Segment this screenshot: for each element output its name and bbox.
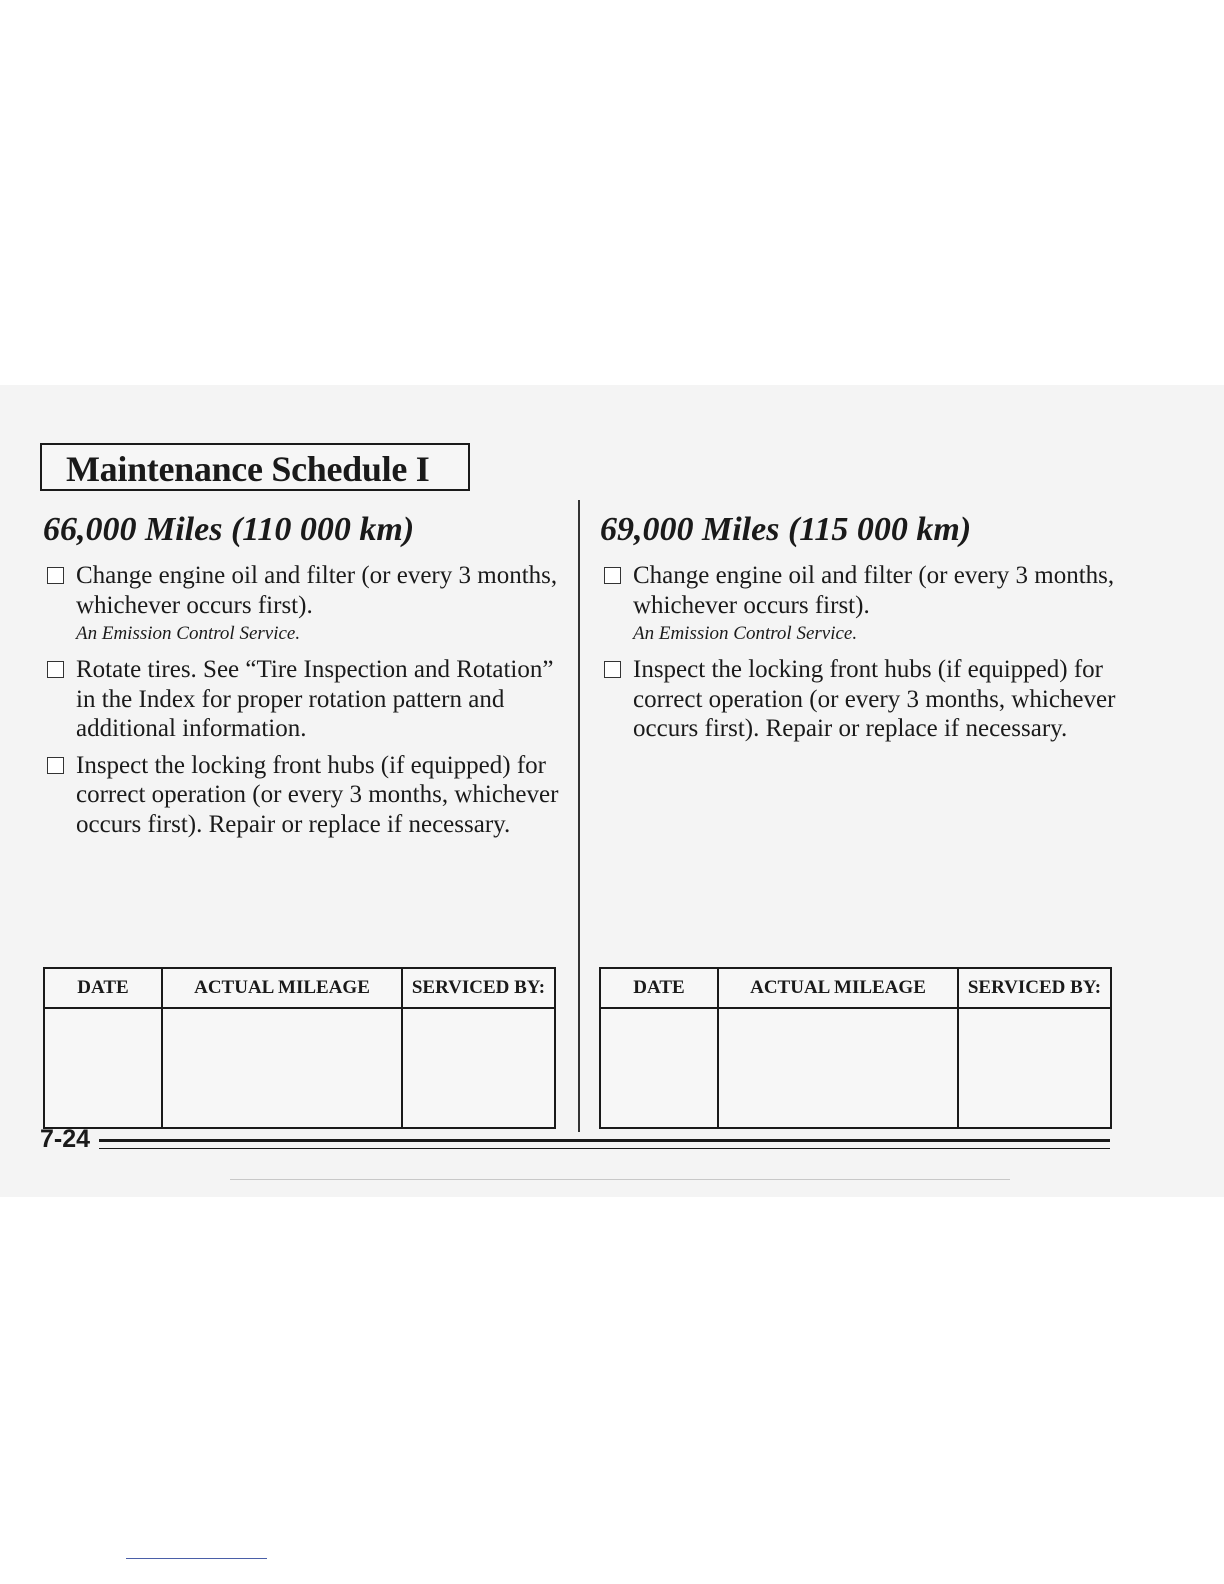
serviced-by-header: SERVICED BY:: [958, 968, 1111, 1008]
date-cell[interactable]: [44, 1008, 162, 1128]
serviced-by-cell[interactable]: [402, 1008, 555, 1128]
service-log-table-66000: [43, 967, 556, 1129]
checkbox-icon[interactable]: [604, 661, 621, 678]
column-divider: [578, 500, 580, 1132]
bottom-link-underline: [126, 1558, 267, 1559]
mileage-heading: 69,000 Miles (115 000 km): [600, 511, 972, 548]
service-item: [43, 561, 563, 648]
service-item: [600, 561, 1120, 648]
service-item: [600, 655, 1120, 744]
checkbox-icon[interactable]: [604, 567, 621, 584]
service-text: Rotate tires. See “Tire Inspection and Rotation” in the Index for proper rotation pattern and additional information.: [76, 656, 554, 742]
footer-rule: [99, 1139, 1110, 1142]
date-header: DATE: [44, 968, 162, 1008]
serviced-by-header: SERVICED BY:: [402, 968, 555, 1008]
schedule-title-box: [40, 443, 470, 491]
page-number: 7-24: [40, 1125, 91, 1153]
mileage-cell[interactable]: [718, 1008, 958, 1128]
service-text: Change engine oil and filter (or every 3 months, whichever occurs first).: [633, 562, 1115, 619]
mileage-header: ACTUAL MILEAGE: [718, 968, 958, 1008]
date-cell[interactable]: [600, 1008, 718, 1128]
mileage-header: ACTUAL MILEAGE: [162, 968, 402, 1008]
service-column-66000: [43, 505, 563, 846]
footer-rule-thin: [99, 1148, 1110, 1149]
schedule-title: Maintenance Schedule I: [66, 449, 430, 489]
checkbox-icon[interactable]: [47, 757, 64, 774]
service-column-69000: [600, 505, 1120, 751]
checkbox-icon[interactable]: [47, 567, 64, 584]
service-item: [43, 655, 563, 744]
service-note: An Emission Control Service.: [76, 623, 301, 644]
serviced-by-cell[interactable]: [958, 1008, 1111, 1128]
checkbox-icon[interactable]: [47, 661, 64, 678]
service-log-table-69000: [599, 967, 1112, 1129]
date-header: DATE: [600, 968, 718, 1008]
mileage-heading: 66,000 Miles (110 000 km): [43, 511, 415, 548]
service-text: Inspect the locking front hubs (if equipped) for correct operation (or every 3 months, whichever occurs first). Repair or replace if necessary.: [76, 751, 559, 838]
scan-edge-line: [230, 1179, 1010, 1180]
service-text: Change engine oil and filter (or every 3 months, whichever occurs first).: [76, 562, 558, 619]
service-item: [43, 751, 563, 840]
mileage-cell[interactable]: [162, 1008, 402, 1128]
service-note: An Emission Control Service.: [633, 623, 858, 644]
service-text: Inspect the locking front hubs (if equipped) for correct operation (or every 3 months, whichever occurs first). Repair or replace if necessary.: [633, 656, 1116, 742]
